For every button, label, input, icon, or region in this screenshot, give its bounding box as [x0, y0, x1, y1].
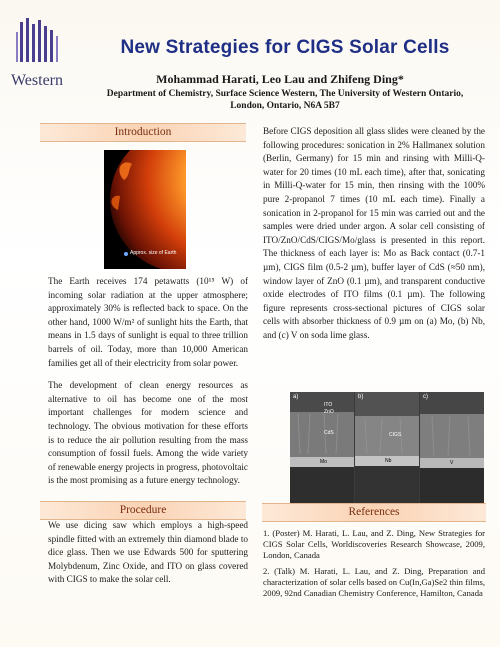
sun-image-caption: Approx. size of Earth — [130, 250, 177, 256]
introduction-text — [48, 275, 248, 488]
sem-micrograph-icon — [290, 392, 484, 509]
intro-paragraph-2: The development of clean energy resources as alternative to oil has become one of the most important challenges for modern science and technology. The obvious motivation for these efforts is to reduce the air pollution resulting from the mass consumption of fossil fuels. Among the wide variety of renewable energy projects in progress, photovoltaic is the most promising as a future energy technology. — [48, 380, 248, 486]
logo-crest-icon — [6, 16, 68, 76]
references-heading: References — [262, 503, 486, 522]
authors: Mohammad Harati, Leo Lau and Zhifeng Ding* — [156, 72, 404, 86]
intro-paragraph-1: The Earth receives 174 petawatts (10¹⁵ W) of incoming solar radiation at the upper atmosphere; approximately 30% is reflected back to space. On the other hand, 1000 W/m² of sunlight hits the Earth, that means in 1.5 days of sunlight is equal to three trillion barrels of oil. Today, more than 10,000 American families get all of their electricity from solar power. — [48, 276, 248, 368]
panel-label-c: c) — [423, 394, 428, 400]
logo-wordmark: Western — [10, 72, 64, 89]
procedure-heading: Procedure — [40, 501, 246, 520]
procedure-text: We use dicing saw which employs a high-speed spindle fitted with an extremely thin diamond blade to dice glass. Then we use Edwards 500 for sputtering Molybdenum, Zinc Oxide, and ITO on glass covered with CIGS to make the solar cell. — [48, 520, 248, 585]
layer-label-ito: ITO — [324, 402, 333, 408]
university-logo — [6, 16, 68, 106]
affiliation-line-2: London, Ontario, N6A 5B7 — [230, 101, 340, 111]
sem-cross-section-figure — [290, 392, 484, 509]
layer-label-cds: CdS — [324, 430, 334, 436]
reference-item: 1. (Poster) M. Harati, L. Lau, and Z. Ding, New Strategies for CIGS Solar Cells, Worldiscoveries Research Showcase, 2009, London, Canada — [263, 528, 485, 560]
layer-label-nb: Nb — [385, 458, 392, 464]
poster-title: New Strategies for CIGS Solar Cells — [120, 37, 450, 58]
methods-text: Before CIGS deposition all glass slides were cleaned by the following procedures: sonication in 2% Hallmanex solution (Berlin, Germany) for 15 min and rinsing with Milli-Q-water for 20 times (10 mL each time), after that, sonicating in Milli-Q-water for 15 min, then rinsing with the 100% pure 2-propanol 7 times (10 mL each time). Finally a sonication in 2-propanol for 15 min was carried out and the samples were dried under argon. A solar cell consisting of ITO/ZnO/CdS/CIGS/Mo/glass is presented in this report. The thickness of each layer is: Mo as Back contact (0.7-1 µm), CIGS film (0.5-2 µm), buffer layer of CdS (≈50 nm), window layer of ZnO (0.1 µm), and transparent conductive oxide electrodes of ITO films (0.1 µm). The following figure represents cross-sectional pictures of CIGS solar cells with absorber thickness of 0.9 µm on (a) Mo, (b) Nb, and (c) V on soda lime glass. — [263, 126, 485, 340]
affiliation-line-1: Department of Chemistry, Surface Science Western, The University of Western Ontario, — [106, 89, 464, 99]
layer-label-zno: ZnO — [324, 409, 334, 415]
layer-label-mo: Mo — [320, 459, 327, 465]
panel-label-a: a) — [293, 394, 299, 400]
reference-item: 2. (Talk) M. Harati, L. Lau, and Z. Ding, Preparation and characterization of solar cells based on Cu(In,Ga)Se2 thin films, 2009, 92nd Canadian Chemistry Conference, Hamilton, Canada — [263, 566, 485, 598]
sun-image — [104, 150, 186, 269]
panel-label-b: b) — [358, 394, 364, 400]
introduction-heading: Introduction — [40, 123, 246, 142]
layer-label-cigs: CIGS — [389, 432, 402, 438]
layer-label-v: V — [450, 460, 454, 466]
affiliation — [90, 88, 480, 112]
